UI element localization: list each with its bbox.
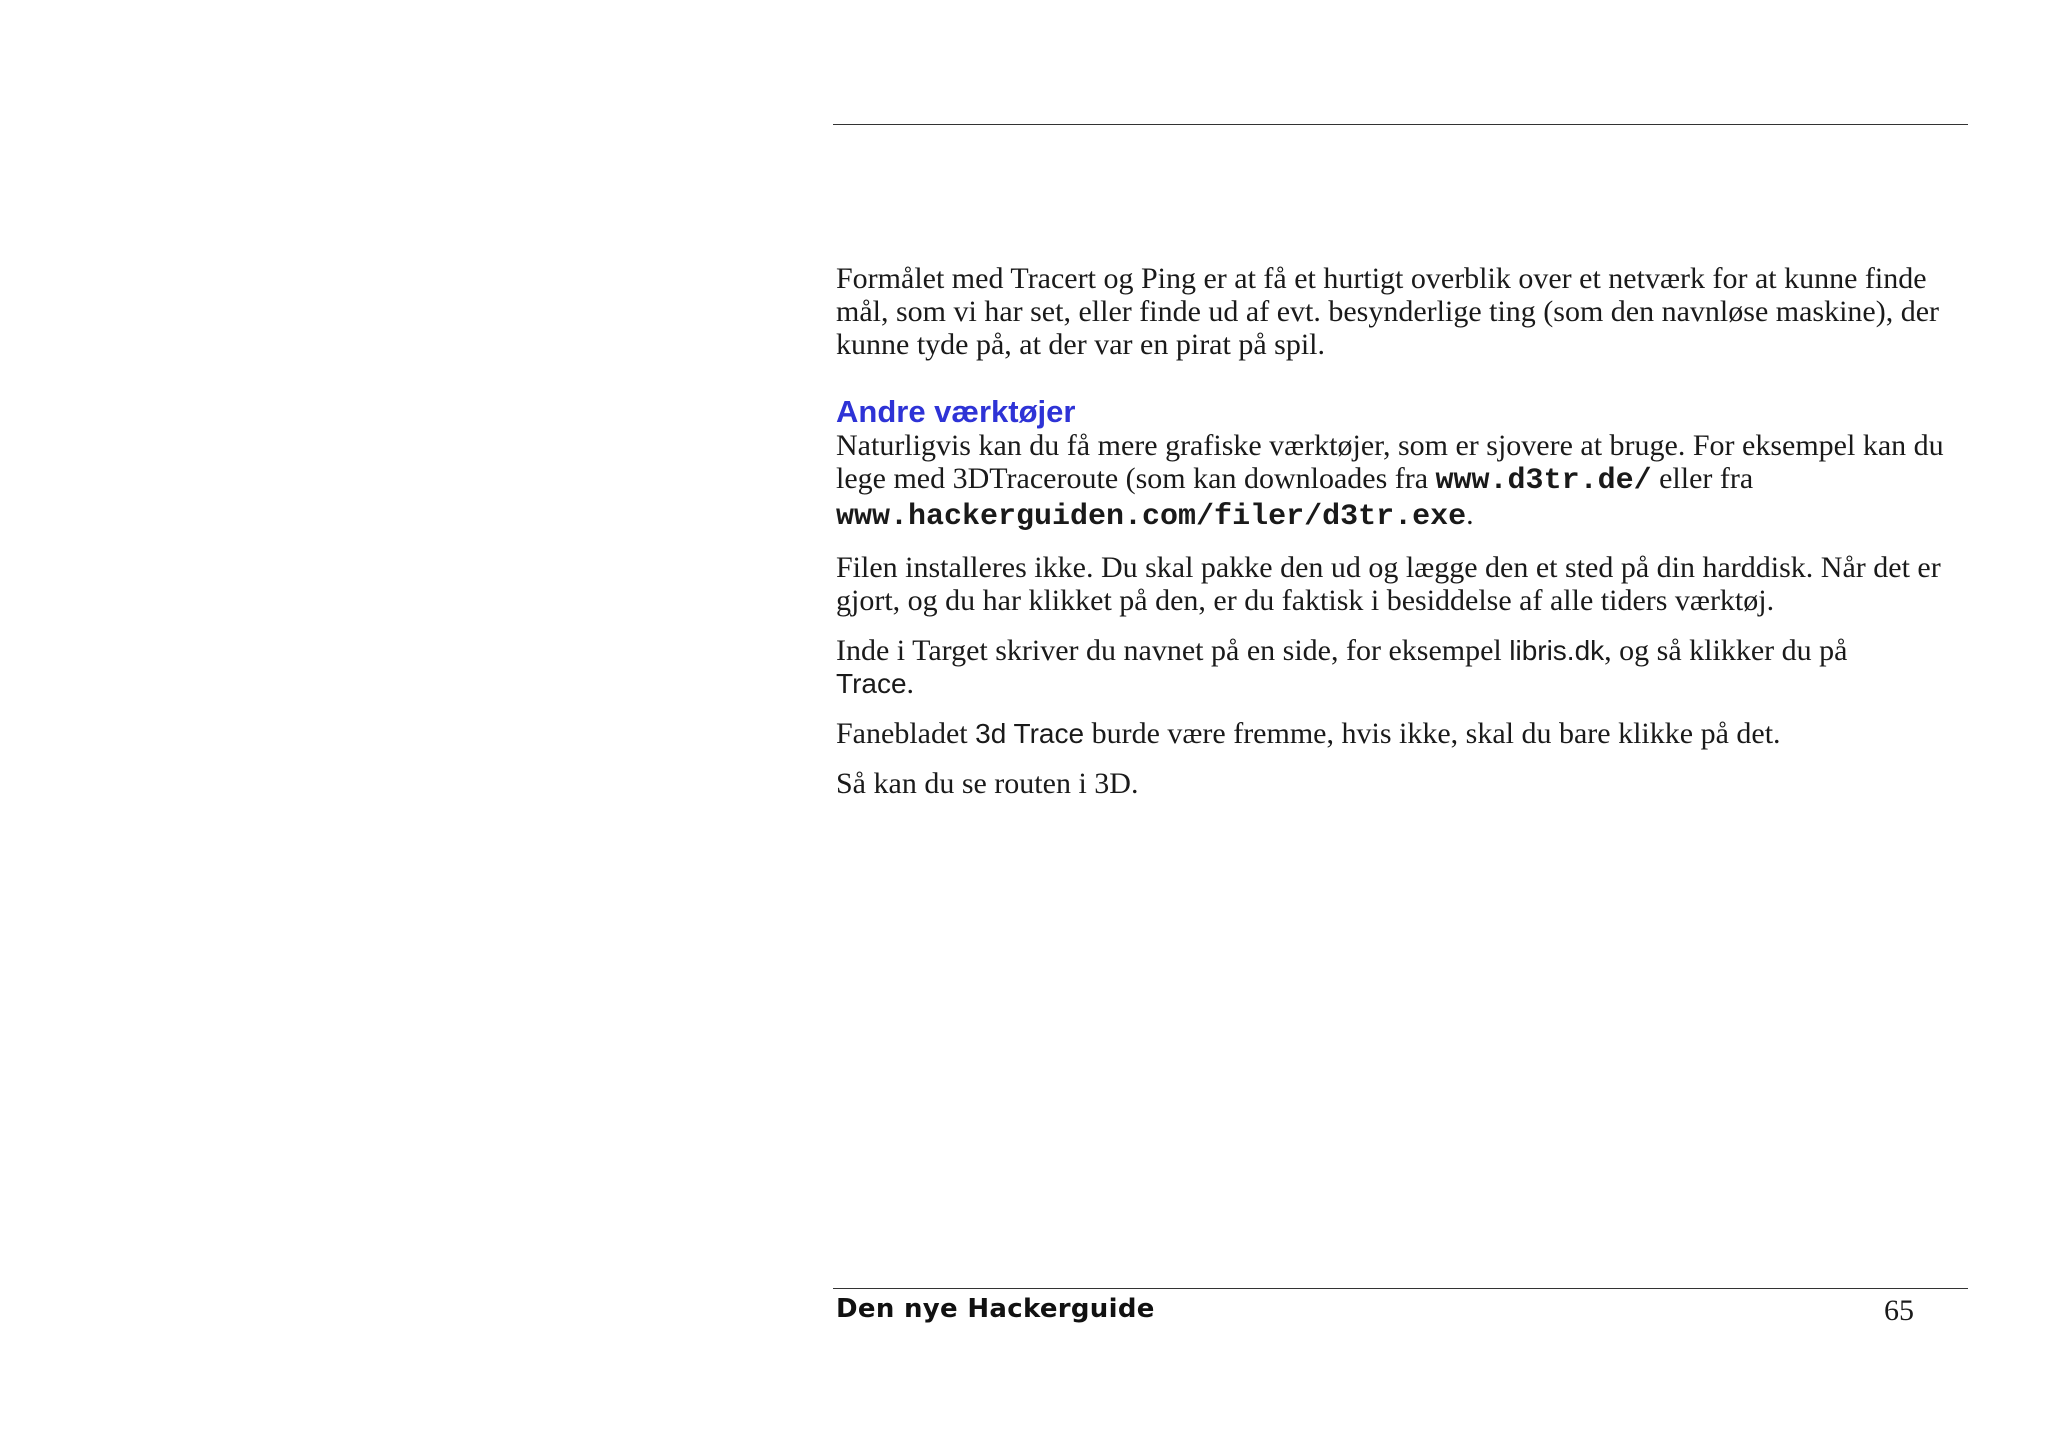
trace-button-label: Trace bbox=[836, 668, 907, 699]
paragraph-target-text-c: . bbox=[906, 667, 915, 700]
paragraph-tab-text-a: Fanebladet bbox=[836, 717, 976, 750]
page-body bbox=[836, 262, 1976, 817]
section-heading: Andre værktøjer bbox=[836, 394, 1076, 429]
url-d3tr: www.d3tr.de/ bbox=[1435, 464, 1652, 498]
paragraph-tab bbox=[836, 717, 1976, 750]
site-name: libris.dk bbox=[1509, 635, 1605, 666]
paragraph-target bbox=[836, 634, 1976, 700]
paragraph-route: Så kan du se routen i 3D. bbox=[836, 767, 1139, 800]
footer-title: Den nye Hackerguide bbox=[836, 1294, 1155, 1324]
paragraph-target-text-a: Inde i Target skriver du navnet på en side, for eksempel bbox=[836, 634, 1510, 667]
paragraph-install: Filen installeres ikke. Du skal pakke den ud og lægge den et sted på din harddisk. Når det er gjort, og du har klikket på den, er du faktisk i besiddelse af alle tiders værktøj. bbox=[836, 551, 1941, 617]
intro-paragraph: Formålet med Tracert og Ping er at få et hurtigt overblik over et netværk for at kunne finde mål, som vi har set, eller finde ud af evt. besynderlige ting (som den navnløse maskine), der kunne tyde på, at der var en pirat på spil. bbox=[836, 262, 1940, 361]
tab-name: 3d Trace bbox=[975, 718, 1085, 749]
paragraph-tools-text-b: eller fra bbox=[1651, 462, 1754, 495]
paragraph-tab-text-b: burde være fremme, hvis ikke, skal du bare klikke på det. bbox=[1084, 717, 1781, 750]
paragraph-tools bbox=[836, 429, 1976, 534]
paragraph-tools-text-a: Naturligvis kan du få mere grafiske værktøjer, som er sjovere at bruge. For eksempel kan du lege med 3DTraceroute (som kan downloades fra bbox=[836, 429, 1944, 495]
footer-rule bbox=[833, 1288, 1968, 1289]
page-number: 65 bbox=[1884, 1294, 1914, 1327]
url-hackerguiden: www.hackerguiden.com/filer/d3tr.exe bbox=[836, 500, 1467, 534]
paragraph-target-text-b: , og så klikker du på bbox=[1604, 634, 1848, 667]
paragraph-tools-text-c: . bbox=[1466, 498, 1474, 531]
header-rule bbox=[833, 124, 1968, 125]
